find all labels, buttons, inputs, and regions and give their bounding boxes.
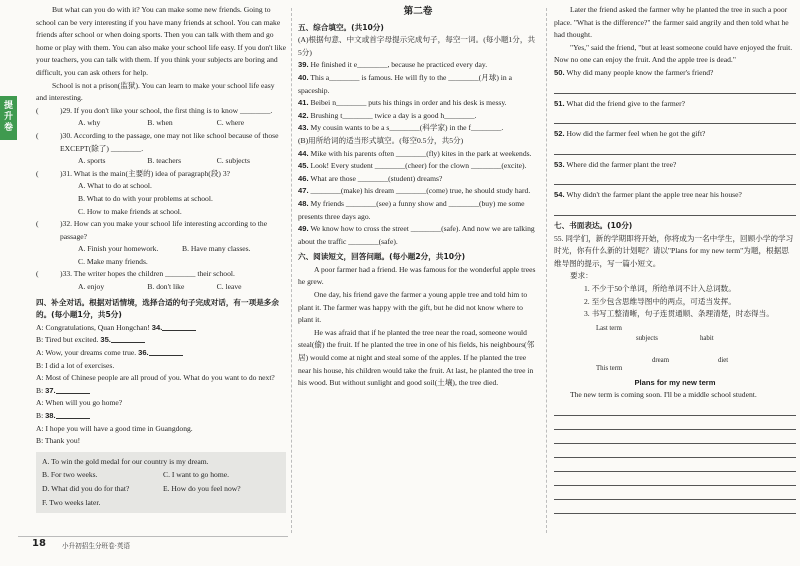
answer-line[interactable] [554,81,796,94]
passage-paragraph: School is not a prison(监狱). You can learn to make your school life easy and interesting. [36,80,275,103]
fill-item: 39. He finished it e________, because he practiced every day. [298,60,488,70]
section-tab [0,96,17,140]
writing-task: 55. 同学们，新的学期即将开始，你将成为一名中学生，回顾小学的学习时光，你有什么新的计划呢？请以"Plans for my new term"为题，根据思维导图的提示，写一篇小短文。 [554,233,794,268]
fill-item: 42. Brushing t________ twice a day is a good h________. [298,110,477,120]
essay-title: Plans for my new term [634,377,716,387]
requirement: 2. 至少包含思维导图中的两点，可适当发挥。 [584,296,736,306]
option: A. sports [78,156,106,166]
hint-word: subjects [636,334,658,342]
dialogue-line: B: Tired but excited. 35. [36,334,286,347]
story-paragraph: One day, his friend gave the farmer a young apple tree and told him to plant it. The farmer was happy with the gift, but he did not know where to plant it. [298,290,528,325]
option: A. enjoy [78,282,105,292]
option: C. subjects [216,156,250,166]
question-33: ( )33. The writer hopes the children ________ their school. A. enjoy B. don't like C. leave [36,268,286,293]
reading-question: 52. How did the farmer feel when he got the gift? [554,129,706,139]
story-paragraph: Later the friend asked the farmer why he planted the tree in such a poor place. "What is the difference?" the farmer said angrily and then told what he had thought. [554,5,789,40]
hint-word: dream [652,356,669,364]
option: A. why [78,118,101,128]
question-32: ( )32. How can you make your school life interesting according to the passage? A. Finish your homework. B. Have many classes. C. Make many friends. [36,218,286,268]
answer-blank[interactable] [162,322,196,331]
fill-item: 41. Beibei n________ puts his things in order and his desk is messy. [298,98,507,108]
fill-item: 40. This a________ is famous. He will fly to the ________(月球) in a spaceship. [298,72,512,95]
dialogue-option: A. To win the gold medal for our country is my dream. [42,456,209,466]
series-title: 小升初招生分班卷·英语 [62,542,131,550]
option: B. don't like [147,282,185,292]
dialogue-option: F. Two weeks later. [42,497,101,507]
option: B. teachers [147,156,182,166]
dialogue-option: B. For two weeks. [42,470,98,480]
dialogue-option: E. How do you feel now? [163,483,241,493]
option: B. Have many classes. [182,244,251,254]
question-text: )30. According to the passage, one may not like school because of those EXCEPT(除了) ________. [60,130,279,153]
fill-item: 45. Look! Every student ________(cheer) for the clown ________(excite). [298,161,527,171]
hint-word: habit [700,334,714,342]
dialogue [36,322,286,448]
passage-paragraph: But what can you do with it? You can make some new friends. Going to school can be very interesting if you have many friends at school. You can make friends after school or when doing sports. Then you can talk with them and go home or play with them. You can also make your school life easy. If you don't like your teachers, you can talk with them. If you think your subjects are boring and difficult, you can ask others for help. [36,5,286,77]
essay-opening: The new term is coming soon. I'll be a middle school student. [570,390,757,400]
section-6-title: 六、阅读短文，回答问题。(每小题2分，共10分) [298,252,466,262]
question-text: )29. If you don't like your school, the first thing is to know ________. [60,105,273,115]
dialogue-options-box [36,452,286,513]
dialogue-line: B: Thank you! [36,436,81,446]
dialogue-line: A: When will you go home? [36,398,123,408]
dialogue-line: A: I hope you will have a good time in Guangdong. [36,423,193,433]
answer-blank[interactable] [56,385,90,394]
section-7-title: 七、书面表达。(10分) [554,220,633,230]
part-a-instruction: (A)根据句意、中文或首字母提示完成句子，每空一词。(每小题1分，共5分) [298,35,536,57]
option: A. What to do at school. [78,181,152,191]
story-paragraph: He was afraid that if he planted the tree near the road, someone would steal(偷) the fruit. If he planted the tree in one of his fields, his neighbours(邻居) would come at night and steal some of the apples. If he planted the tree near his house, his children would take the fruit. At last, he planted the tree in his wood. But without sunlight and good soil(土壤), the tree died. [298,327,535,388]
section-5-title: 五、综合填空。(共10分) [298,22,384,32]
reading-question: 50. Why did many people know the farmer's friend? [554,67,714,77]
question-31: ( )31. What is the main(主要的) idea of paragraph(段) 3? A. What to do at school. B. What to do with your problems at school. C. How to make friends at school. [36,168,286,218]
answer-line[interactable] [554,142,796,155]
story-paragraph: "Yes," said the friend, "but at least someone could have enjoyed the fruit. Now no one can enjoy the fruit. And the apple tree is dead." [554,42,793,65]
column-divider-right [546,8,547,533]
requirement: 1. 不少于50个单词，所给单词不计入总词数。 [584,283,736,293]
right-column [554,4,796,544]
dialogue-line: B: I did a lot of exercises. [36,360,115,370]
option: A. Finish your homework. [78,244,159,254]
answer-blank[interactable] [149,347,183,356]
fill-item: 44. Mike with his parents often ________(fly) kites in the park at weekends. [298,148,532,158]
option: C. where [216,118,245,128]
question-30: ( )30. According to the passage, one may not like school because of those EXCEPT(除了) ________. A. sports B. teachers C. subjects [36,130,286,168]
option: C. Make many friends. [78,256,148,266]
side-tab-text-2: 卷 [3,123,13,133]
dialogue-option: C. I want to go home. [163,470,230,480]
dialogue-line: A: Wow, your dreams come true. 36. [36,347,286,360]
side-tab-text-1: 提升 [3,101,13,122]
fill-item: 43. My cousin wants to be a s________(科学家) in the f________. [298,123,504,133]
requirements-lead: 要求： [570,271,593,281]
hint-word: This term [596,364,623,372]
dialogue-line: B: 38. [36,410,286,423]
column-divider-left [291,8,292,533]
dialogue-line: A: Congratulations, Quan Hongchan! 34. [36,322,286,335]
option: C. leave [216,282,242,292]
option: B. What to do with your problems at school. [78,193,213,203]
question-text: )32. How can you make your school life interesting according to the passage? [60,219,268,241]
fill-item: 49. We know how to cross the street ________(safe). And now we are talking about the traffic ________(safe). [298,224,535,246]
section-4-title: 四、补全对话。根据对话情境，选择合适的句子完成对话，有一项是多余的。(每小题1分，共5分) [36,297,279,320]
hint-word: diet [718,356,729,364]
writing-area[interactable] [554,402,796,514]
page-number: 18 [32,538,46,549]
dialogue-line: B: 37. [36,385,286,398]
mind-map-hints [554,323,796,375]
question-text: )33. The writer hopes the children ________ their school. [60,269,235,279]
paper-heading: 第二卷 [403,6,433,17]
left-column [36,4,286,529]
answer-blank[interactable] [56,410,90,419]
page-footer [18,536,288,550]
answer-line[interactable] [554,203,796,216]
option: C. How to make friends at school. [78,206,182,216]
reading-question: 53. Where did the farmer plant the tree? [554,159,677,169]
reading-question: 54. Why didn't the farmer plant the apple tree near his house? [554,190,742,200]
question-29: ( )29. If you don't like your school, the first thing is to know ________. A. why B. when C. where [36,105,286,130]
answer-blank[interactable] [111,334,145,343]
part-b-instruction: (B)用所给词的适当形式填空。(每空0.5分，共5分) [298,135,464,145]
answer-line[interactable] [554,111,796,124]
middle-column [298,4,538,544]
reading-question: 51. What did the friend give to the farmer? [554,98,686,108]
answer-line[interactable] [554,172,796,185]
option: B. when [147,118,173,128]
requirement: 3. 书写工整清晰，句子连贯通顺、条理清楚，时态得当。 [584,309,774,319]
hint-word: Last term [596,324,622,332]
story-paragraph: A poor farmer had a friend. He was famous for the wonderful apple trees he grew. [298,264,536,287]
dialogue-line: A: Most of Chinese people are all proud of you. What do you want to do next? [36,373,275,383]
fill-item: 46. What are those ________(student) dreams? [298,173,443,183]
fill-item: 48. My friends ________(see) a funny show and ________(buy) me some presents three days ago. [298,198,525,221]
dialogue-option: D. What did you do for that? [42,483,130,493]
fill-item: 47. ________(make) his dream ________(come) true, he should study hard. [298,186,531,196]
question-text: )31. What is the main(主要的) idea of paragraph(段) 3? [60,168,231,178]
